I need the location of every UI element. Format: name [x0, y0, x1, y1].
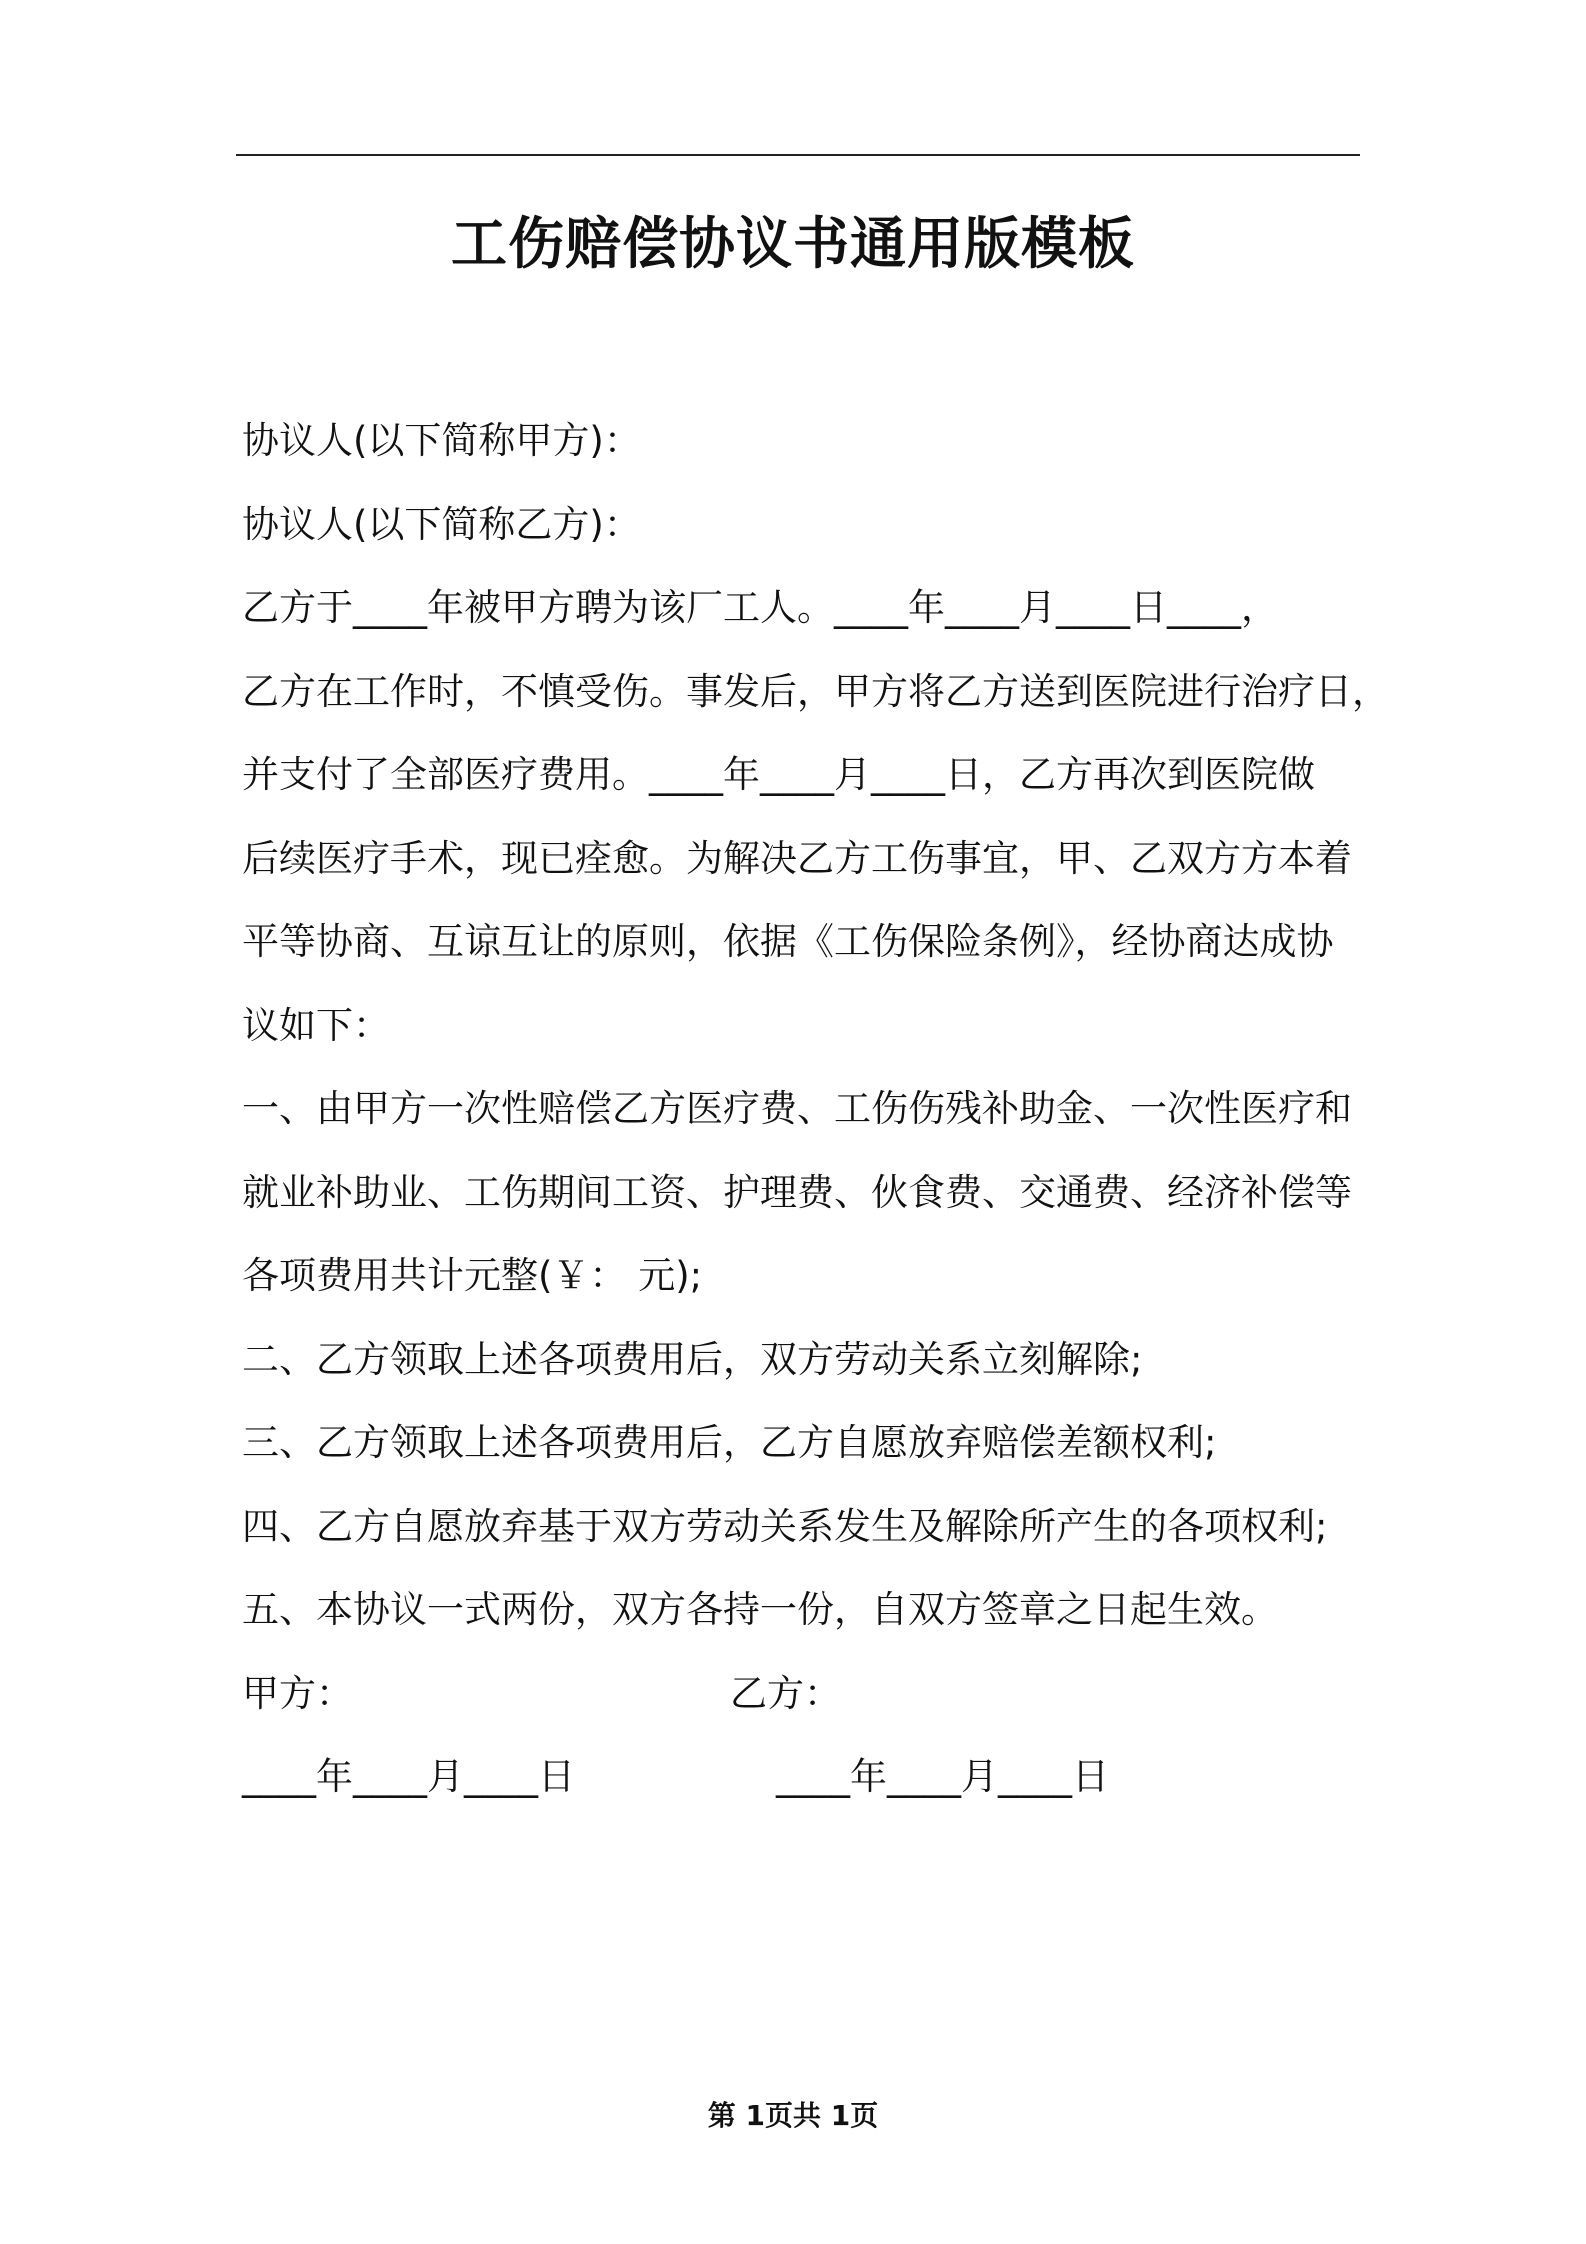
- paragraph-line: 乙方在工作时，不慎受伤。事发后，甲方将乙方送到医院进行治疗日，: [242, 669, 1389, 713]
- page-number-footer: 第 1页共 1页: [707, 2099, 879, 2132]
- clause-2-line: 二、乙方领取上述各项费用后，双方劳动关系立刻解除;: [242, 1337, 1143, 1381]
- clause-1-line: 就业补助业、工伤期间工资、护理费、伙食费、交通费、经济补偿等: [242, 1170, 1352, 1214]
- clause-1-line: 各项费用共计元整(￥： 元);: [242, 1254, 703, 1297]
- document-body: [242, 399, 1389, 1819]
- clause-4-line: 四、乙方自愿放弃基于双方劳动关系发生及解除所产生的各项权利;: [242, 1504, 1328, 1548]
- document-title: 工伤赔偿协议书通用版模板: [451, 212, 1135, 277]
- clause-5-line: 五、本协议一式两份，双方各持一份，自双方签章之日起生效。: [242, 1588, 1278, 1631]
- party-a-line: 协议人(以下简称甲方)：: [242, 419, 641, 462]
- paragraph-line: 议如下：: [242, 1003, 390, 1047]
- paragraph-line: 并支付了全部医疗费用。____年____月____日，乙方再次到医院做: [242, 753, 1315, 796]
- paragraph-line: 平等协商、互谅互让的原则，依据《工伤保险条例》，经协商达成协: [242, 920, 1334, 963]
- party-a-signature-date: ____年____月____日: [242, 1755, 575, 1798]
- party-b-line: 协议人(以下简称乙方)：: [242, 502, 641, 546]
- paragraph-line: 后续医疗手术，现已痊愈。为解决乙方工伤事宜，甲、乙双方方本着: [242, 836, 1352, 880]
- party-b-signature-date: ____年____月____日: [776, 1755, 1109, 1798]
- party-a-signature-label: 甲方：: [242, 1671, 353, 1715]
- signature-labels-row: [242, 1652, 1360, 1736]
- signature-dates-row: [242, 1735, 1360, 1819]
- paragraph-line: 乙方于____年被甲方聘为该厂工人。____年____月____日____，: [242, 586, 1278, 629]
- clause-3-line: 三、乙方领取上述各项费用后，乙方自愿放弃赔偿差额权利;: [242, 1421, 1217, 1464]
- header-rule: [236, 154, 1360, 156]
- clause-1-line: 一、由甲方一次性赔偿乙方医疗费、工伤伤残补助金、一次性医疗和: [242, 1087, 1352, 1130]
- party-b-signature-label: 乙方：: [730, 1671, 841, 1715]
